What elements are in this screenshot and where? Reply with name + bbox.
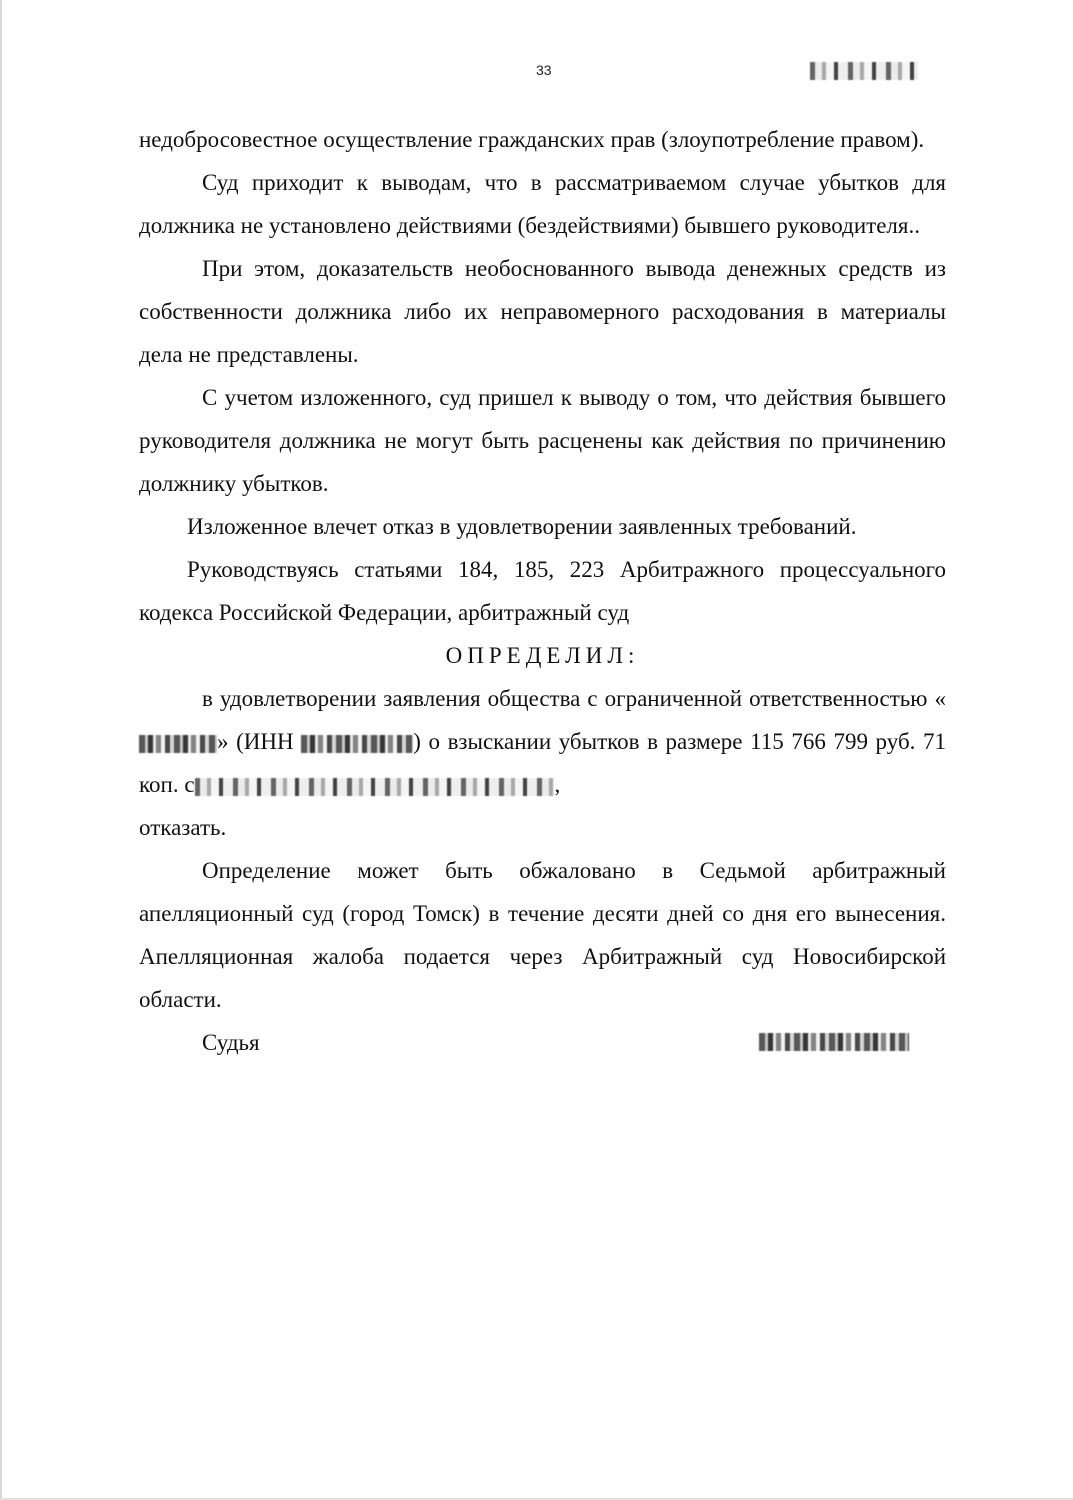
document-body [139, 118, 946, 1064]
page-number: 33 [536, 62, 552, 78]
paragraph: С учетом изложенного, суд пришел к выводу о том, что действия бывшего руководителя должника не могут быть расценены как действия по причинению должнику убытков. [139, 385, 946, 496]
redacted-defendant-name [195, 778, 555, 796]
redacted-judge-name [759, 1033, 909, 1051]
paragraph: Изложенное влечет отказ в удовлетворении заявленных требований. [187, 514, 857, 539]
paragraph: При этом, доказательств необоснованного вывода денежных средств из собственности должника либо их неправомерного расходования в материалы дела не представлены. [139, 256, 946, 367]
judge-signature-line [139, 1021, 946, 1064]
page-edge [0, 0, 2, 1500]
redacted-inn [301, 735, 413, 753]
paragraph: Суд приходит к выводам, что в рассматриваемом случае убытков для должника не установлено действиями (бездействиями) бывшего руководителя.. [139, 170, 946, 238]
ruling-text: отказать. [139, 815, 227, 840]
ruling-text: в удовлетворении заявления общества с ограниченной ответственностью « [202, 686, 946, 711]
judge-label: Судья [202, 1030, 260, 1055]
ruling-text: ) о взыскании убытков в размере 115 766 799 руб. 71 коп. с [139, 729, 946, 797]
redacted-case-number [810, 62, 918, 80]
paragraph: недобросовестное осуществление гражданских прав (злоупотребление правом). [139, 127, 925, 152]
redacted-company-name [139, 735, 217, 753]
paragraph: Определение может быть обжаловано в Седьмой арбитражный апелляционный суд (город Томск) в течение десяти дней со дня его вынесения. Апелляционная жалоба подается через Арбитражный суд Новосибирской области. [139, 858, 946, 1012]
ruling-paragraph [139, 677, 946, 849]
ruling-heading: ОПРЕДЕЛИЛ: [445, 643, 640, 668]
ruling-text: » (ИНН [217, 729, 302, 754]
ruling-text: , [554, 772, 561, 797]
paragraph: Руководствуясь статьями 184, 185, 223 Арбитражного процессуального кодекса Российской Федерации, арбитражный суд [139, 557, 946, 625]
